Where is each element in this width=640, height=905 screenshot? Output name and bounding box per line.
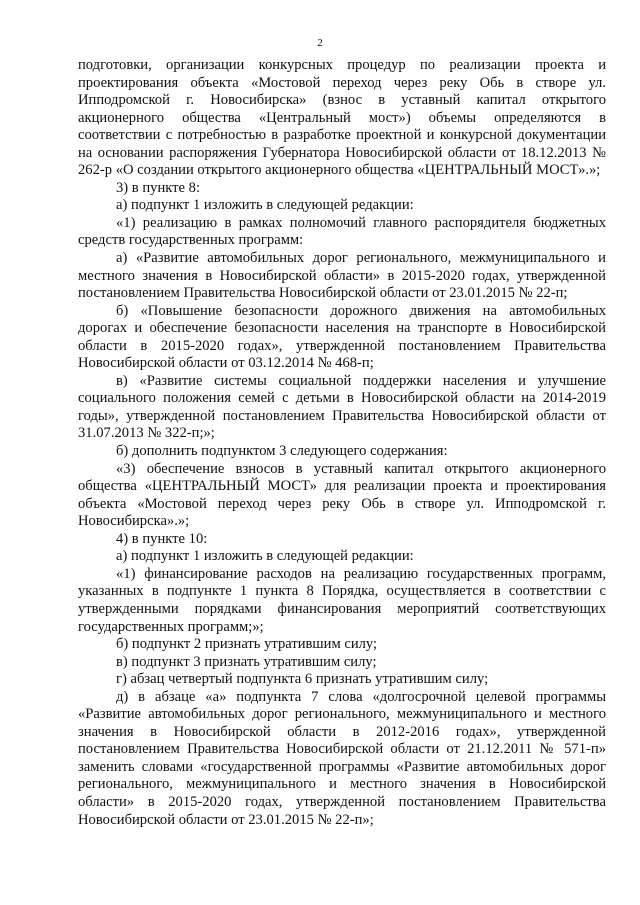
paragraph: в) «Развитие системы социальной поддержки населения и улучшение социального положения семей с детьми в Новосибирской области на 2014-2019 годы», утвержденной постановлением Правительства Новосибирской области от 31.07.2013 № 322-п;»;	[78, 372, 606, 442]
paragraph: 3) в пункте 8:	[116, 179, 201, 196]
paragraph: а) подпункт 1 изложить в следующей редакции:	[116, 548, 414, 565]
paragraph: б) дополнить подпунктом 3 следующего содержания:	[116, 443, 448, 460]
paragraph: г) абзац четвертый подпункта 6 признать утратившим силу;	[116, 671, 489, 688]
paragraph: б) «Повышение безопасности дорожного движения на автомобильных дорогах и обеспечение безопасности населения на транспорте в Новосибирской области в 2015-2020 годах», утвержденной постановлением Правительства Новосибирской области от 03.12.2014 № 468-п;	[78, 302, 606, 372]
paragraph: 4) в пункте 10:	[116, 530, 208, 547]
paragraph: а) подпункт 1 изложить в следующей редакции:	[116, 197, 414, 214]
paragraph: б) подпункт 2 признать утратившим силу;	[116, 636, 378, 653]
paragraph: «1) реализацию в рамках полномочий главного распорядителя бюджетных средств государственных программ:	[78, 214, 606, 249]
paragraph: в) подпункт 3 признать утратившим силу;	[116, 653, 377, 670]
paragraph: а) «Развитие автомобильных дорог регионального, межмуниципального и местного значения в Новосибирской области» в 2015-2020 годах, утвержденной постановлением Правительства Новосибирской области от 23.01.2015 № 22-п;	[78, 250, 606, 302]
paragraph-continued: подготовки, организации конкурсных процедур по реализации проекта и проектирования объекта «Мостовой переход через реку Обь в створе ул. Ипподромской г. Новосибирска» (взнос в уставный капитал открытого акционерного общества «Центральный мост») объемы определяются в соответствии с потребностью в разработке проектной и конкурсной документации на основании распоряжения Губернатора Новосибирской области от 18.12.2013 № 262-р «О создании открытого акционерного общества «ЦЕНТРАЛЬНЫЙ МОСТ».»;	[78, 57, 606, 179]
document-body	[78, 57, 606, 829]
page-number: 2	[317, 37, 323, 49]
paragraph: д) в абзаце «а» подпункта 7 слова «долгосрочной целевой программы «Развитие автомобильных дорог регионального, межмуниципального и местного значения в Новосибирской области в 2012-2016 годах», утвержденной постановлением Правительства Новосибирской области от 21.12.2011 № 571-п» заменить словами «государственной программы «Развитие автомобильных дорог регионального, межмуниципального и местного значения в Новосибирской области» в 2015-2020 годах, утвержденной постановлением Правительства Новосибирской области от 23.01.2015 № 22-п»;	[78, 688, 606, 828]
paragraph: «1) финансирование расходов на реализацию государственных программ, указанных в подпункте 1 пункта 8 Порядка, осуществляется в соответствии с утвержденными порядками финансирования мероприятий соответствующих государственных программ;»;	[78, 565, 606, 635]
paragraph: «3) обеспечение взносов в уставный капитал открытого акционерного общества «ЦЕНТРАЛЬНЫЙ МОСТ» для реализации проекта и проектирования объекта «Мостовой переход через реку Обь в створе ул. Ипподромской г. Новосибирска».»;	[78, 460, 606, 530]
